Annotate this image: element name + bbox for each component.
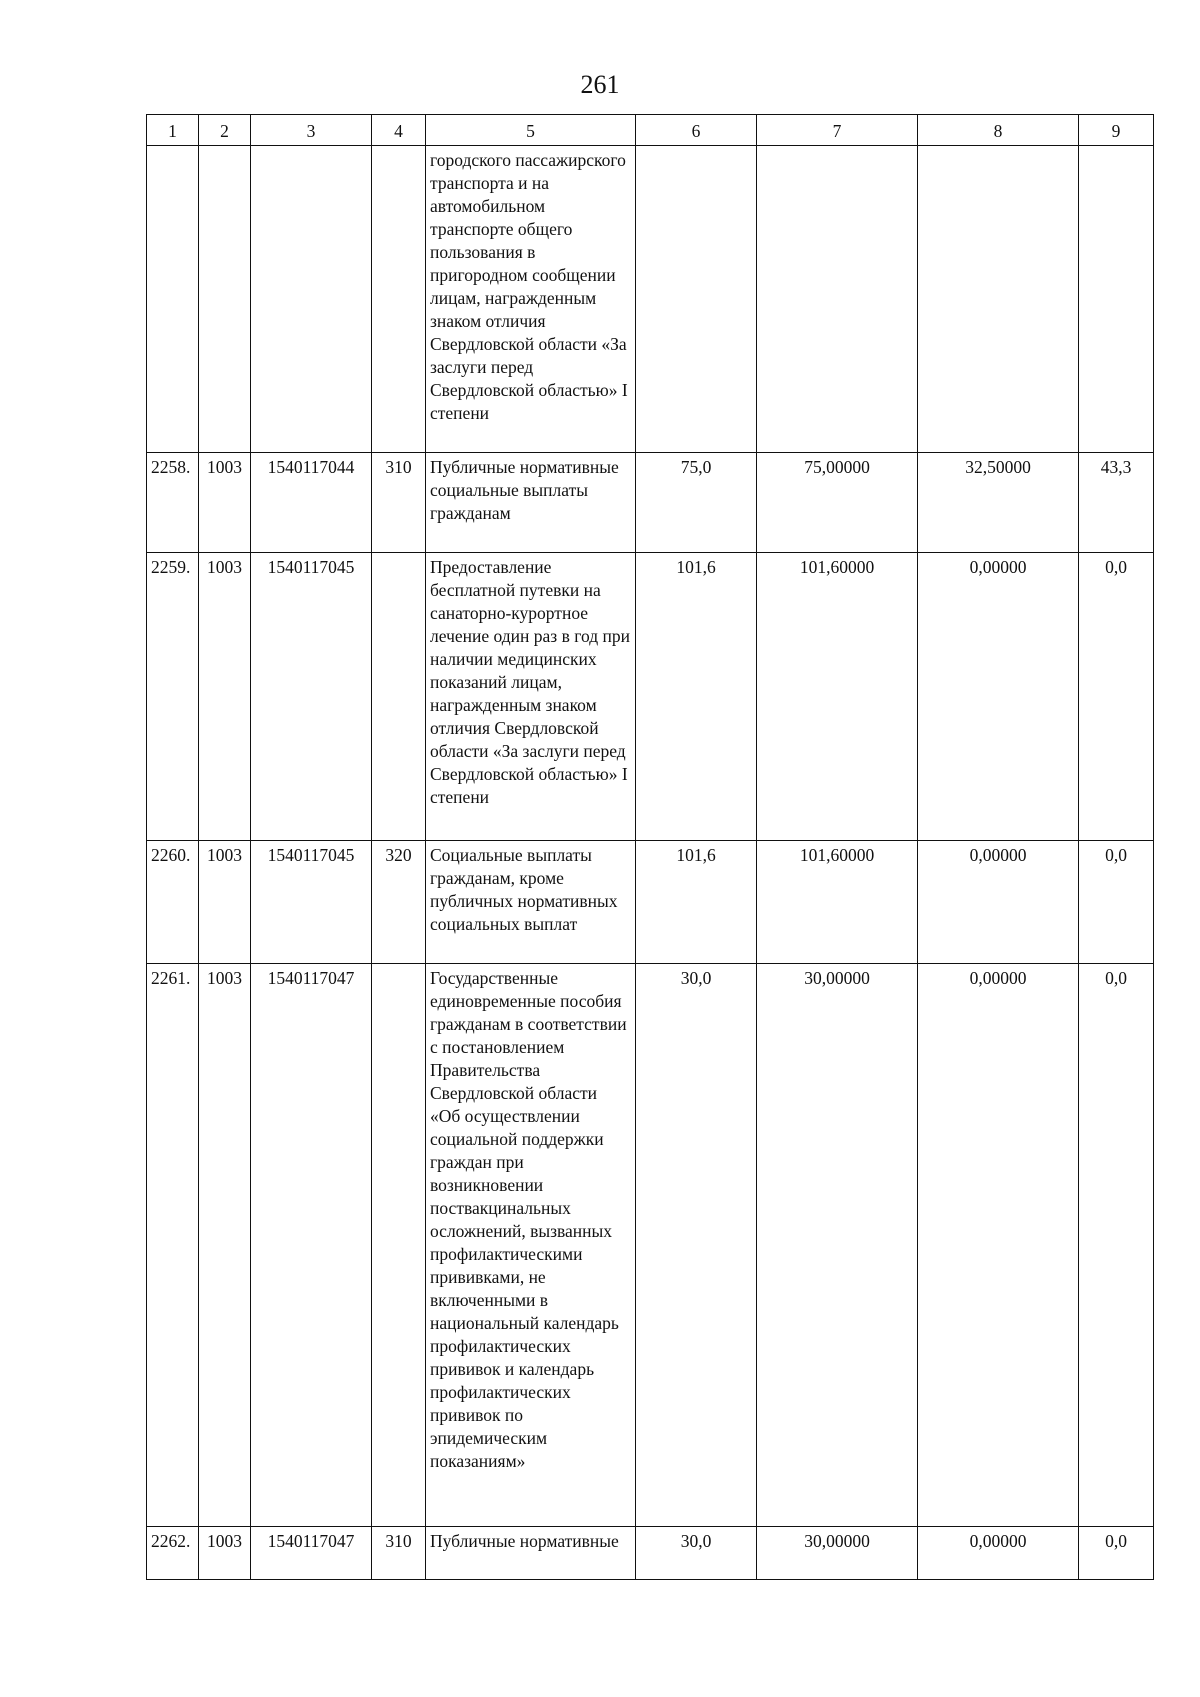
- row-number-cell: 2258.: [147, 453, 199, 553]
- description-cell: Публичные нормативные: [426, 1527, 636, 1580]
- approved-amount-cell: [757, 146, 918, 453]
- row-number-cell: 2262.: [147, 1527, 199, 1580]
- percent-cell: [1079, 146, 1154, 453]
- target-code-cell: 1540117045: [251, 841, 372, 964]
- target-code-cell: [251, 146, 372, 453]
- approved-amount-cell: 101,60000: [757, 553, 918, 841]
- target-code-cell: 1540117047: [251, 1527, 372, 1580]
- page-number: 261: [580, 70, 620, 99]
- executed-amount-cell: [918, 146, 1079, 453]
- description-cell: Публичные нормативные социальные выплаты гражданам: [426, 453, 636, 553]
- approved-amount-cell: 75,00000: [757, 453, 918, 553]
- section-code-cell: 1003: [199, 841, 251, 964]
- description-cell: Государственные единовременные пособия гражданам в соответствии с постановлением Правительства Свердловской области «Об осуществлении социальной поддержки граждан при возникновении поствакцинальных осложнений, вызванных профилактическими прививками, не включенными в национальный календарь профилактических прививок и календарь профилактических прививок по эпидемическим показаниям»: [426, 964, 636, 1527]
- table-row: [147, 841, 1154, 964]
- description-cell: городского пассажирского транспорта и на автомобильном транспорте общего пользования в пригородном сообщении лицам, награжденным знаком отличия Свердловской области «За заслуги перед Свердловской областью» I степени: [426, 146, 636, 453]
- percent-cell: 0,0: [1079, 964, 1154, 1527]
- section-code-cell: 1003: [199, 453, 251, 553]
- section-code-cell: 1003: [199, 553, 251, 841]
- plan-amount-cell: 30,0: [636, 964, 757, 1527]
- budget-table: [146, 114, 1154, 1580]
- plan-amount-cell: 75,0: [636, 453, 757, 553]
- expense-type-cell: 310: [372, 453, 426, 553]
- column-header: 5: [426, 115, 636, 146]
- row-number-cell: 2260.: [147, 841, 199, 964]
- column-header: 7: [757, 115, 918, 146]
- percent-cell: 0,0: [1079, 841, 1154, 964]
- table-row: [147, 964, 1154, 1527]
- section-code-cell: 1003: [199, 1527, 251, 1580]
- approved-amount-cell: 30,00000: [757, 1527, 918, 1580]
- column-header: 1: [147, 115, 199, 146]
- table-row: [147, 1527, 1154, 1580]
- expense-type-cell: [372, 146, 426, 453]
- executed-amount-cell: 0,00000: [918, 1527, 1079, 1580]
- percent-cell: 0,0: [1079, 553, 1154, 841]
- approved-amount-cell: 30,00000: [757, 964, 918, 1527]
- row-number-cell: 2259.: [147, 553, 199, 841]
- expense-type-cell: [372, 553, 426, 841]
- target-code-cell: 1540117044: [251, 453, 372, 553]
- table-row: [147, 553, 1154, 841]
- column-header: 9: [1079, 115, 1154, 146]
- column-header: 3: [251, 115, 372, 146]
- executed-amount-cell: 0,00000: [918, 964, 1079, 1527]
- approved-amount-cell: 101,60000: [757, 841, 918, 964]
- target-code-cell: 1540117045: [251, 553, 372, 841]
- plan-amount-cell: 30,0: [636, 1527, 757, 1580]
- column-header: 2: [199, 115, 251, 146]
- executed-amount-cell: 32,50000: [918, 453, 1079, 553]
- table-row: [147, 453, 1154, 553]
- column-header: 8: [918, 115, 1079, 146]
- row-number-cell: 2261.: [147, 964, 199, 1527]
- expense-type-cell: [372, 964, 426, 1527]
- expense-type-cell: 320: [372, 841, 426, 964]
- plan-amount-cell: 101,6: [636, 841, 757, 964]
- executed-amount-cell: 0,00000: [918, 553, 1079, 841]
- percent-cell: 0,0: [1079, 1527, 1154, 1580]
- description-cell: Социальные выплаты гражданам, кроме публичных нормативных социальных выплат: [426, 841, 636, 964]
- description-cell: Предоставление бесплатной путевки на санаторно-курортное лечение один раз в год при наличии медицинских показаний лицам, награжденным знаком отличия Свердловской области «За заслуги перед Свердловской областью» I степени: [426, 553, 636, 841]
- section-code-cell: 1003: [199, 964, 251, 1527]
- plan-amount-cell: [636, 146, 757, 453]
- plan-amount-cell: 101,6: [636, 553, 757, 841]
- expense-type-cell: 310: [372, 1527, 426, 1580]
- target-code-cell: 1540117047: [251, 964, 372, 1527]
- table-row: [147, 146, 1154, 453]
- section-code-cell: [199, 146, 251, 453]
- executed-amount-cell: 0,00000: [918, 841, 1079, 964]
- row-number-cell: [147, 146, 199, 453]
- table-header-row: [147, 115, 1154, 146]
- column-header: 6: [636, 115, 757, 146]
- column-header: 4: [372, 115, 426, 146]
- percent-cell: 43,3: [1079, 453, 1154, 553]
